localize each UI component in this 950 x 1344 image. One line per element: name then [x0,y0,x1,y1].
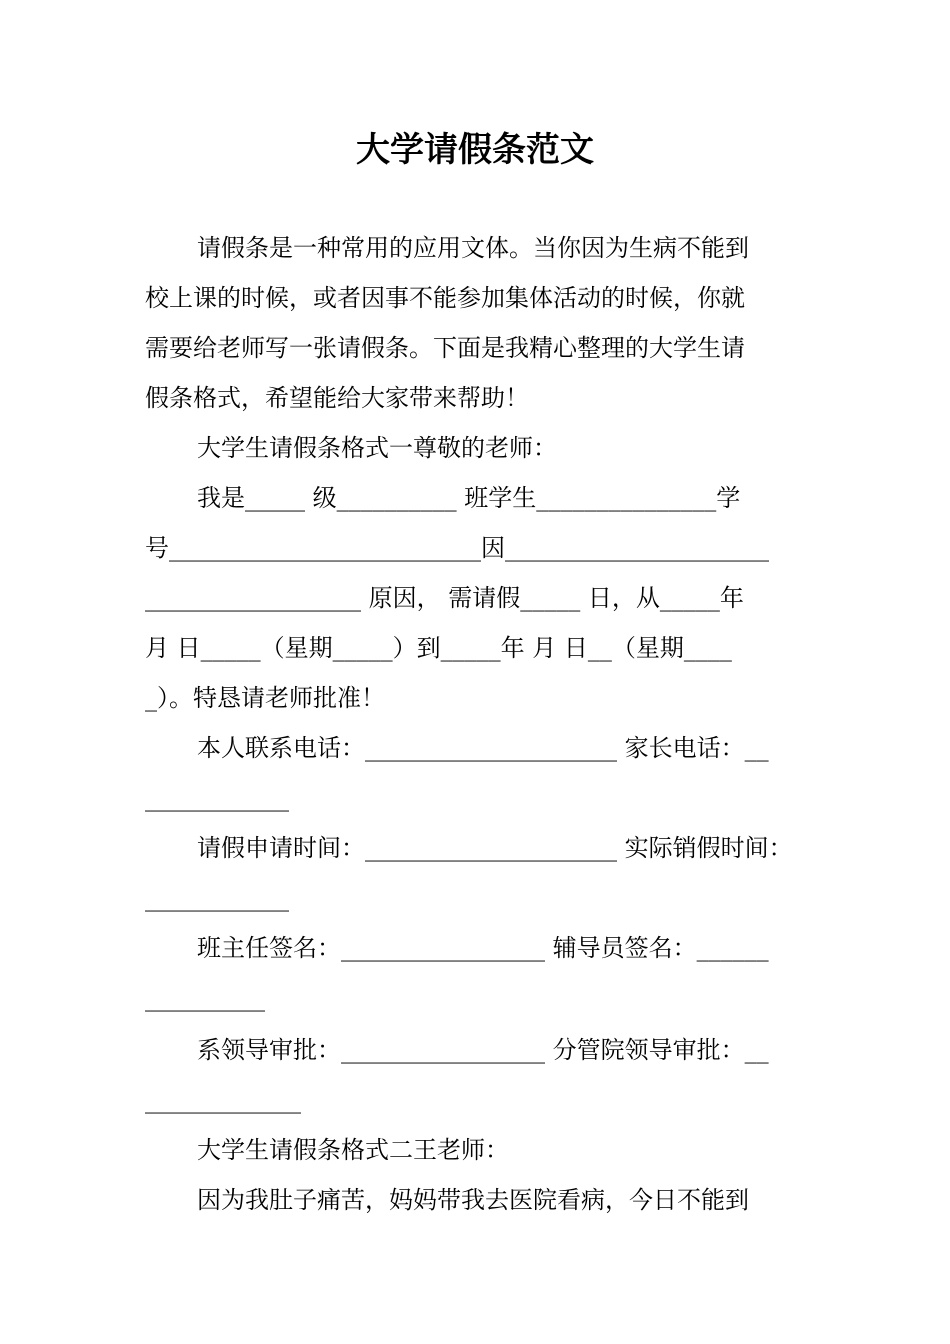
section-heading: 大学生请假条格式一尊敬的老师： [197,434,557,462]
form-line: __________________ 原因， 需请假_____ 日，从_____年 [145,584,744,612]
form-line: 号__________________________因______________________ [145,534,769,562]
form-line: 我是_____ 级__________ 班学生_______________学 [197,484,741,512]
section-heading: 大学生请假条格式二王老师： [197,1136,509,1164]
form-line: ____________ [145,884,289,912]
form-line: __________ [145,984,265,1012]
paragraph-line: 校上课的时候，或者因事不能参加集体活动的时候，你就 [145,284,745,312]
paragraph-line: 假条格式，希望能给大家带来帮助！ [145,384,529,412]
form-line: _____________ [145,1086,301,1114]
form-line: 月 日_____（星期_____）到_____年 月 日__（星期____ [145,634,732,662]
form-line: 本人联系电话：_____________________ 家长电话：__ [197,734,769,762]
page-title: 大学请假条范文 [356,130,594,170]
form-line: ____________ [145,784,289,812]
paragraph-line: 请假条是一种常用的应用文体。当你因为生病不能到 [197,234,749,262]
form-line: 请假申请时间：_____________________ 实际销假时间： [197,834,793,862]
paragraph-line: 需要给老师写一张请假条。下面是我精心整理的大学生请 [145,334,745,362]
form-line: 班主任签名：_________________ 辅导员签名：______ [197,934,769,962]
paragraph-line: 因为我肚子痛苦，妈妈带我去医院看病，今日不能到 [197,1186,749,1214]
form-line: 系领导审批：_________________ 分管院领导审批：__ [197,1036,769,1064]
form-line: _）。特恳请老师批准！ [145,684,385,712]
